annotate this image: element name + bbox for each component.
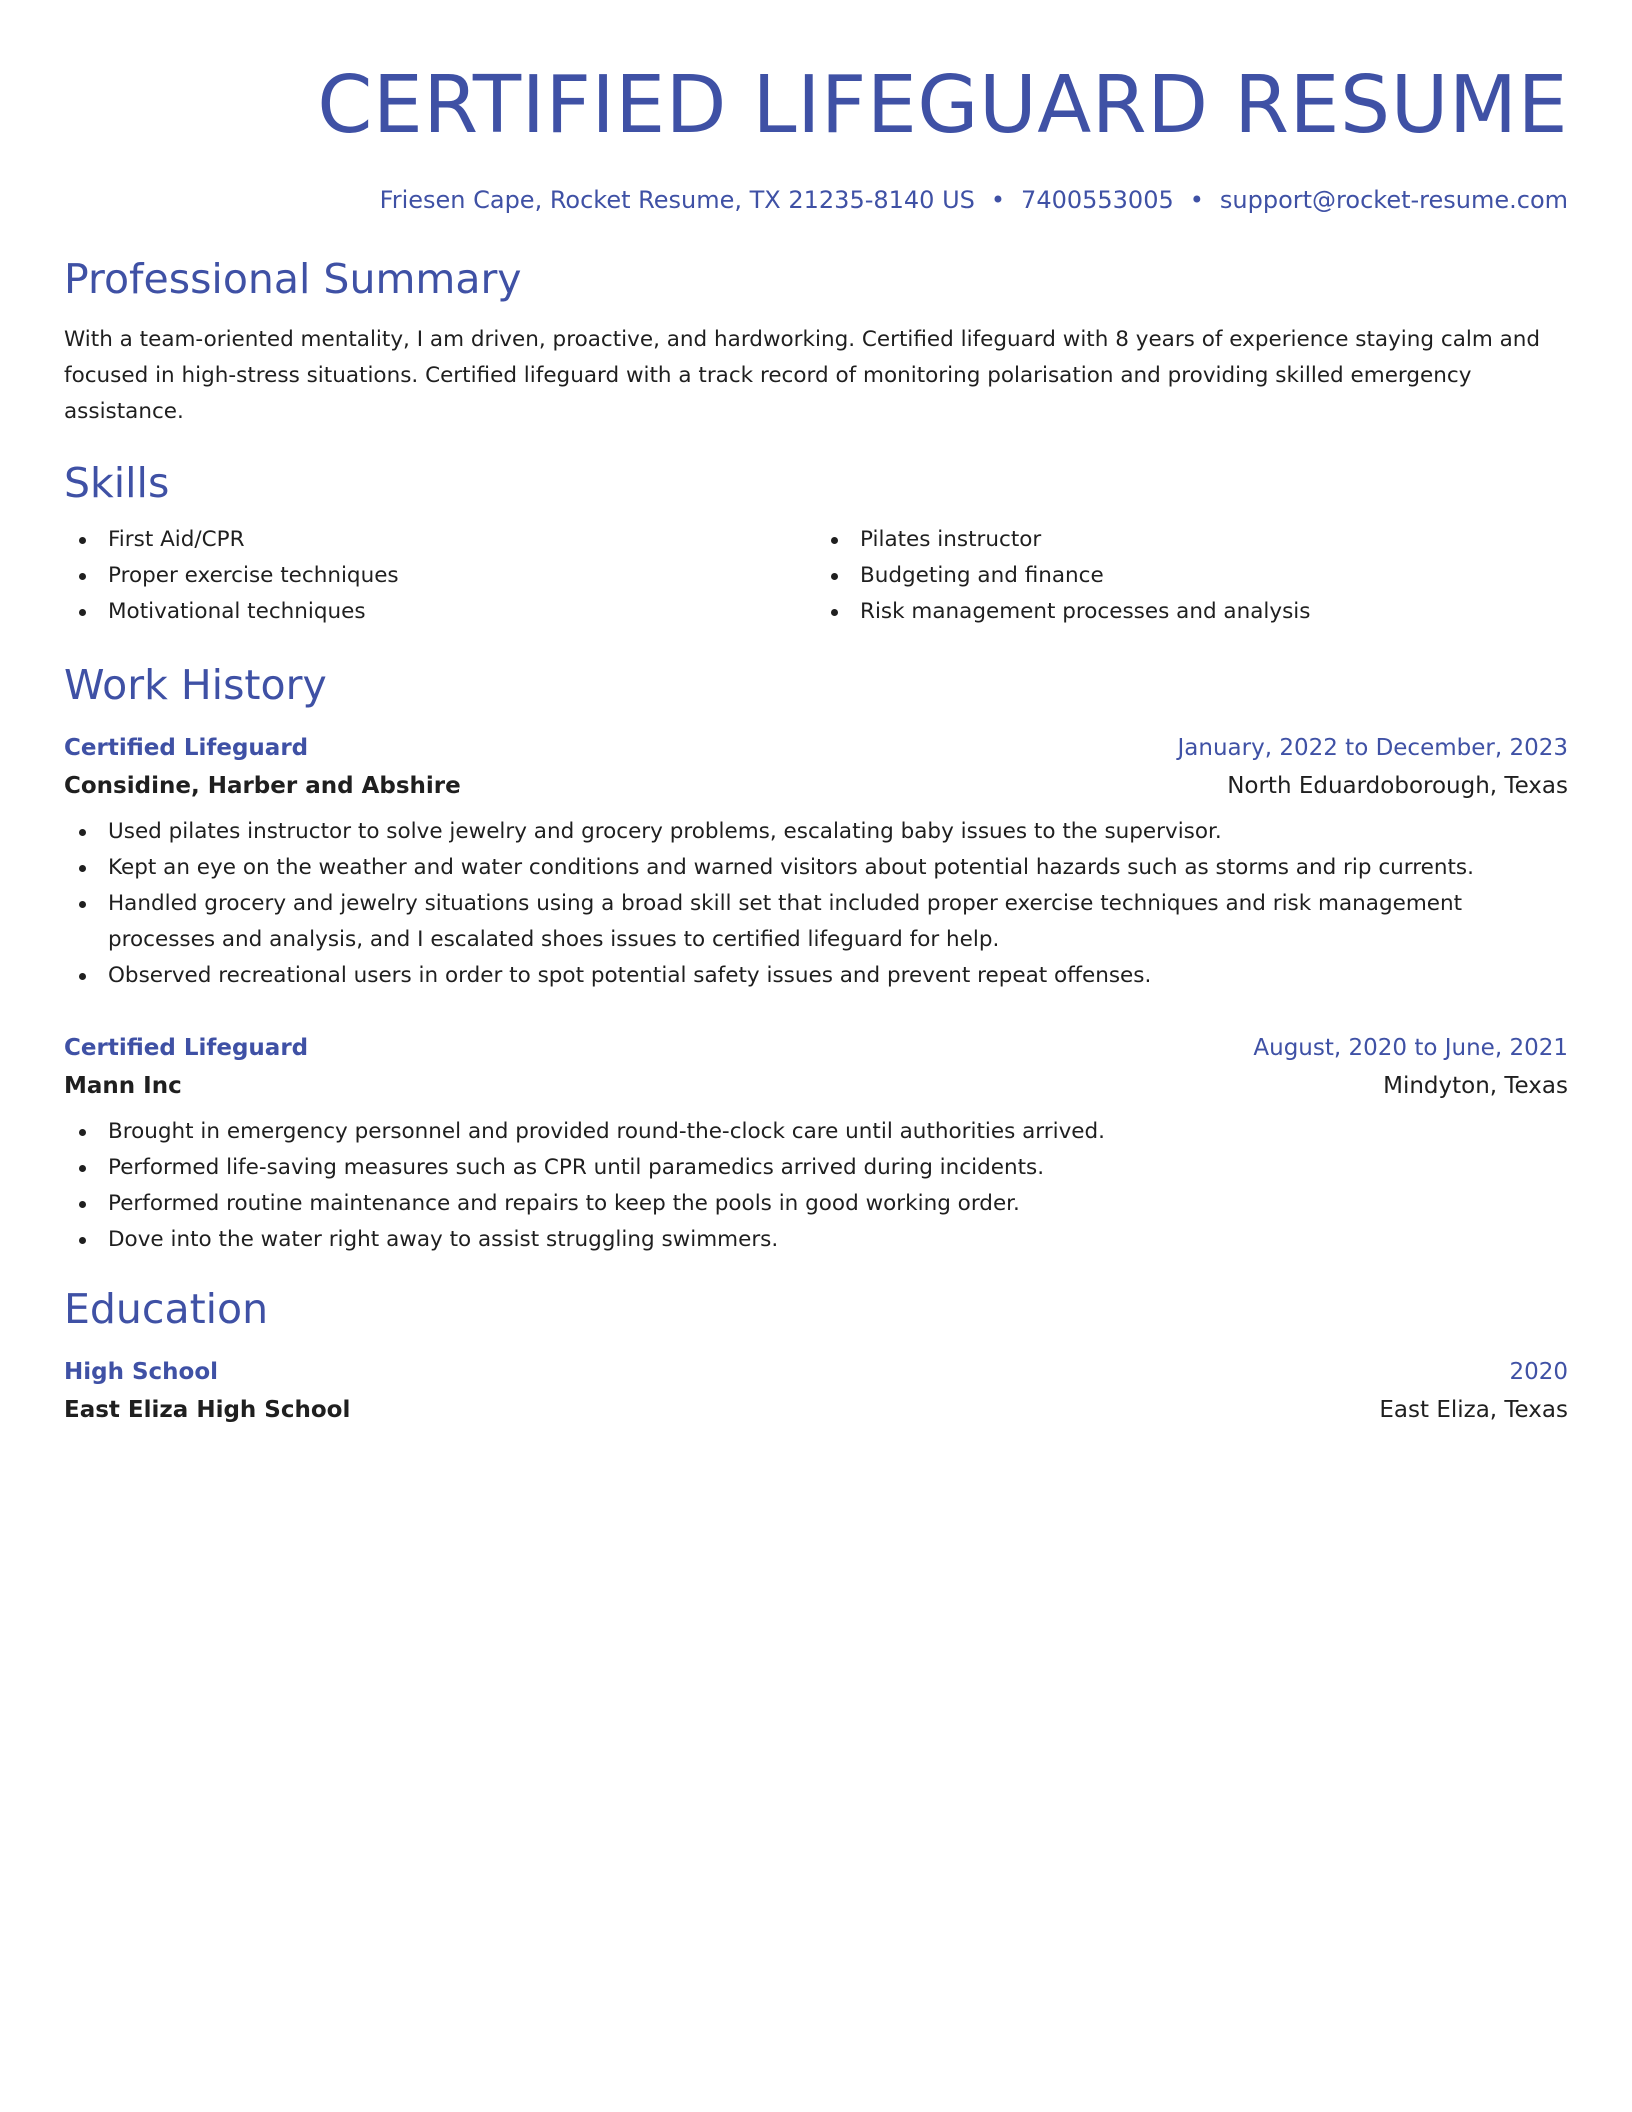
summary-text: With a team-oriented mentality, I am driven, proactive, and hardworking. Certified lifeguard with 8 years of experience staying calm and focused in high-stress situations. Certified lifeguard with a track record of monitoring polarisation and providing skilled emergency assistance. [64,327,1541,424]
job-company-row [64,1066,1568,1106]
contact-separator: • [1189,186,1204,214]
job-company: Considine, Harber and Abshire [64,773,461,799]
job-header-row [64,1030,1568,1066]
job-company: Mann Inc [64,1073,182,1099]
job-duty: Brought in emergency personnel and provided round-the-clock care until authorities arrived. [64,1114,1568,1150]
resume-title: CERTIFIED LIFEGUARD RESUME [317,59,1568,151]
skill-item: Risk management processes and analysis [816,594,1568,630]
education-entry [64,1354,1568,1430]
summary-heading: Professional Summary [64,255,522,303]
job-entry [64,1030,1568,1258]
skill-item: First Aid/CPR [64,522,816,558]
education-year: 2020 [1509,1359,1568,1385]
skill-item: Proper exercise techniques [64,558,816,594]
summary-section [64,254,1568,430]
contact-phone: 7400553005 [1021,186,1174,214]
education-section [64,1284,1568,1430]
job-dates: August, 2020 to June, 2021 [1253,1035,1568,1061]
resume-header [64,58,1568,216]
job-duties [64,814,1568,994]
education-location: East Eliza, Texas [1379,1397,1568,1423]
skills-section [64,458,1568,630]
contact-separator: • [990,186,1006,214]
job-duty: Dove into the water right away to assist struggling swimmers. [64,1222,1568,1258]
job-duty: Performed life-saving measures such as CPR until paramedics arrived during incidents. [64,1150,1568,1186]
education-school-row [64,1390,1568,1430]
job-duty: Performed routine maintenance and repairs to keep the pools in good working order. [64,1186,1568,1222]
job-duty: Kept an eye on the weather and water conditions and warned visitors about potential hazards such as storms and rip currents. [64,850,1568,886]
contact-email: support@rocket-resume.com [1219,186,1568,214]
skills-heading: Skills [64,459,170,507]
job-location: North Eduardoborough, Texas [1227,773,1568,799]
job-company-row [64,766,1568,806]
skills-grid [64,522,1568,630]
job-header-row [64,730,1568,766]
skill-item: Motivational techniques [64,594,816,630]
skills-column-left [64,522,816,630]
work-history-heading: Work History [64,661,327,709]
job-duty: Observed recreational users in order to spot potential safety issues and prevent repeat offenses. [64,958,1568,994]
education-header-row [64,1354,1568,1390]
job-dates: January, 2022 to December, 2023 [1177,735,1568,761]
contact-line [64,184,1568,216]
skills-column-right [816,522,1568,630]
skill-item: Pilates instructor [816,522,1568,558]
job-duties [64,1114,1568,1258]
job-location: Mindyton, Texas [1383,1073,1568,1099]
job-entry [64,730,1568,994]
education-school: East Eliza High School [64,1397,351,1423]
work-history-section [64,660,1568,1258]
job-duty: Handled grocery and jewelry situations using a broad skill set that included proper exercise techniques and risk management processes and analysis, and I escalated shoes issues to certified lifeguard for help. [64,886,1568,958]
contact-address: Friesen Cape, Rocket Resume, TX 21235-8140 US [379,186,975,214]
education-degree: High School [64,1359,219,1385]
job-role: Certified Lifeguard [64,1035,309,1061]
job-role: Certified Lifeguard [64,735,309,761]
education-heading: Education [64,1285,269,1333]
skill-item: Budgeting and finance [816,558,1568,594]
job-duty: Used pilates instructor to solve jewelry and grocery problems, escalating baby issues to the supervisor. [64,814,1568,850]
